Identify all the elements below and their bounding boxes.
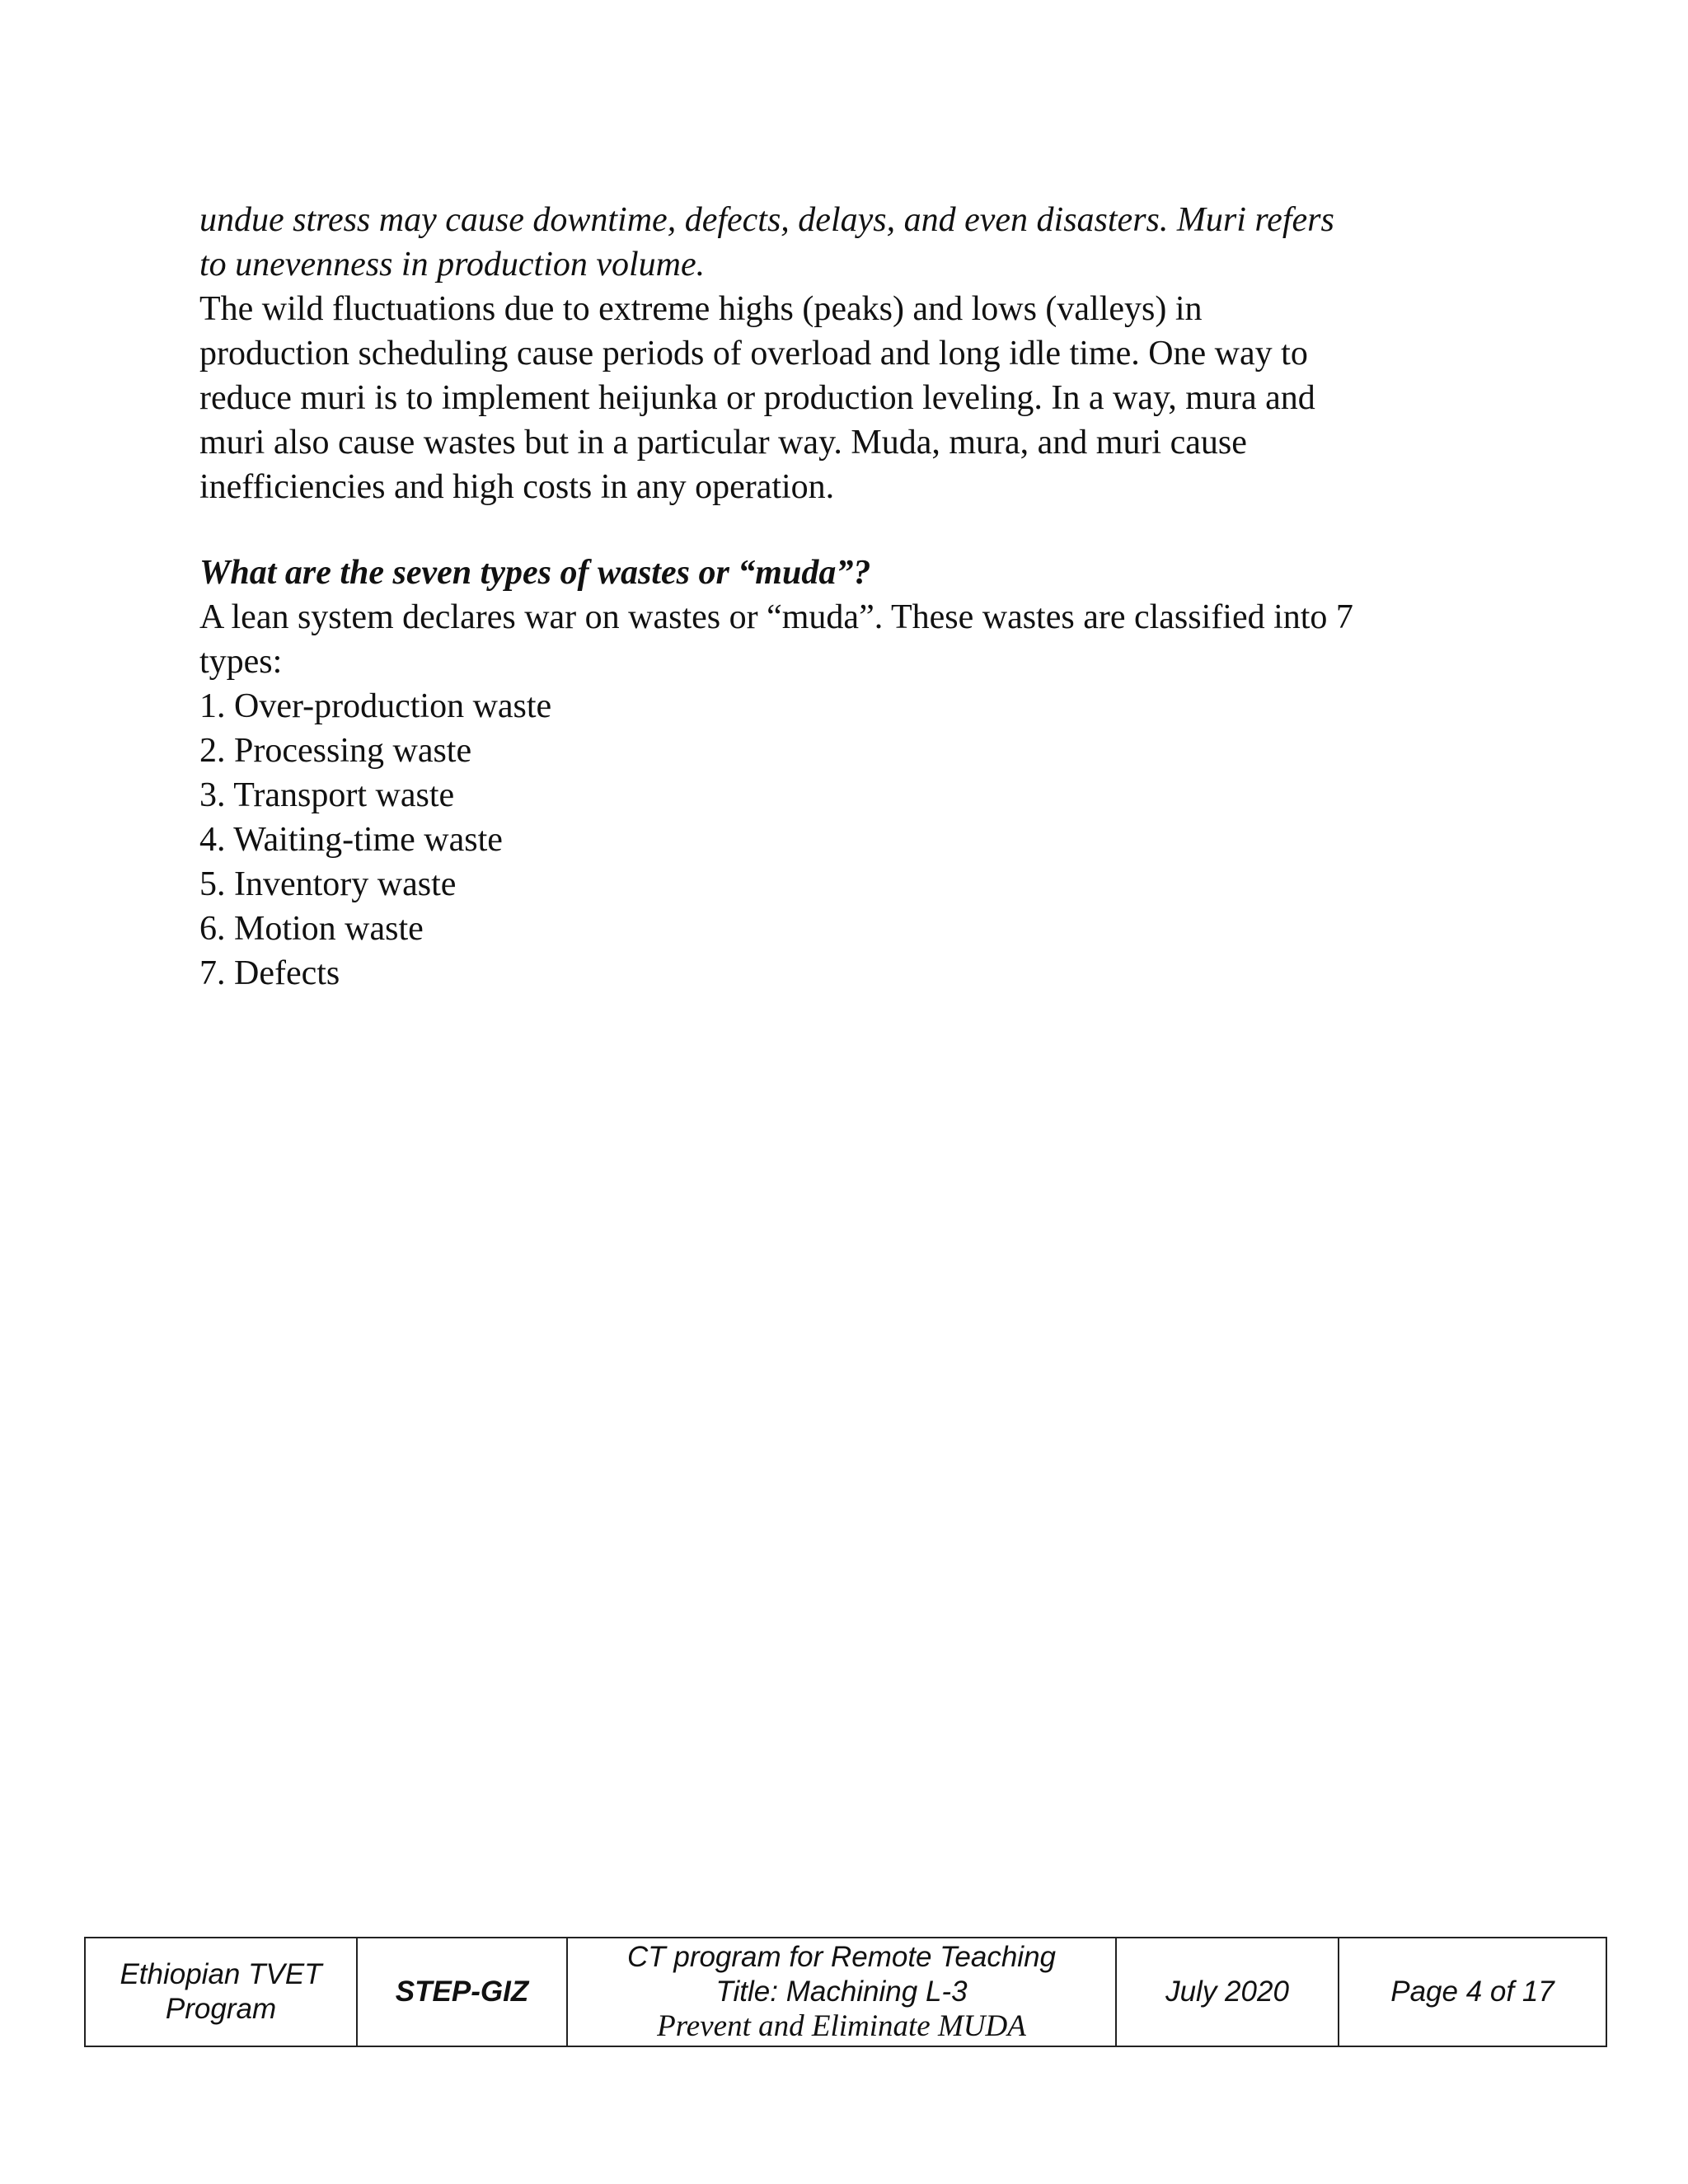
paragraph-line: production scheduling cause periods of overload and long idle time. One way to [199,335,1308,373]
list-item: 5. Inventory waste [199,865,457,903]
list-item: 1. Over-production waste [199,687,552,725]
footer-date-cell [1116,1938,1339,2046]
paragraph-line: muri also cause wastes but in a particular way. Muda, mura, and muri cause [199,424,1247,462]
paragraph-line: inefficiencies and high costs in any operation. [199,468,835,506]
document-body [199,198,1518,996]
paragraph-line: The wild fluctuations due to extreme highs (peaks) and lows (valleys) in [199,290,1203,328]
footer-table [84,1937,1607,2047]
list-item: 7. Defects [199,954,340,992]
italic-text-line: to unevenness in production volume. [199,246,706,284]
list-item: 6. Motion waste [199,910,424,948]
list-item: 4. Waiting-time waste [199,821,503,859]
footer-org-cell [357,1938,567,2046]
section-heading: What are the seven types of wastes or “muda”? [199,554,871,592]
footer-page-cell [1339,1938,1606,2046]
footer-program-cell [85,1938,357,2046]
paragraph-spacer [199,509,1518,551]
paragraph-line: reduce muri is to implement heijunka or production leveling. In a way, mura and [199,379,1315,417]
footer-date: July 2020 [1165,1975,1289,2008]
footer-program-line: Ethiopian TVET [120,1958,322,1990]
footer-subtitle-line: Prevent and Eliminate MUDA [657,2009,1026,2043]
intro-line: types: [199,643,283,681]
waste-types-list [199,684,1518,996]
intro-line: A lean system declares war on wastes or “muda”. These wastes are classified into 7 [199,598,1353,636]
footer-title-line: Title: Machining L-3 [715,1975,968,2008]
footer-program-line: Program [165,1993,277,2025]
footer-org: STEP-GIZ [395,1975,529,2008]
page-number: Page 4 of 17 [1390,1975,1554,2008]
footer-course-line: CT program for Remote Teaching [626,1941,1057,1973]
list-item: 3. Transport waste [199,776,455,814]
footer-course-cell [567,1938,1116,2046]
italic-text-line: undue stress may cause downtime, defects, delays, and even disasters. Muri refers [199,201,1334,239]
list-item: 2. Processing waste [199,732,472,770]
